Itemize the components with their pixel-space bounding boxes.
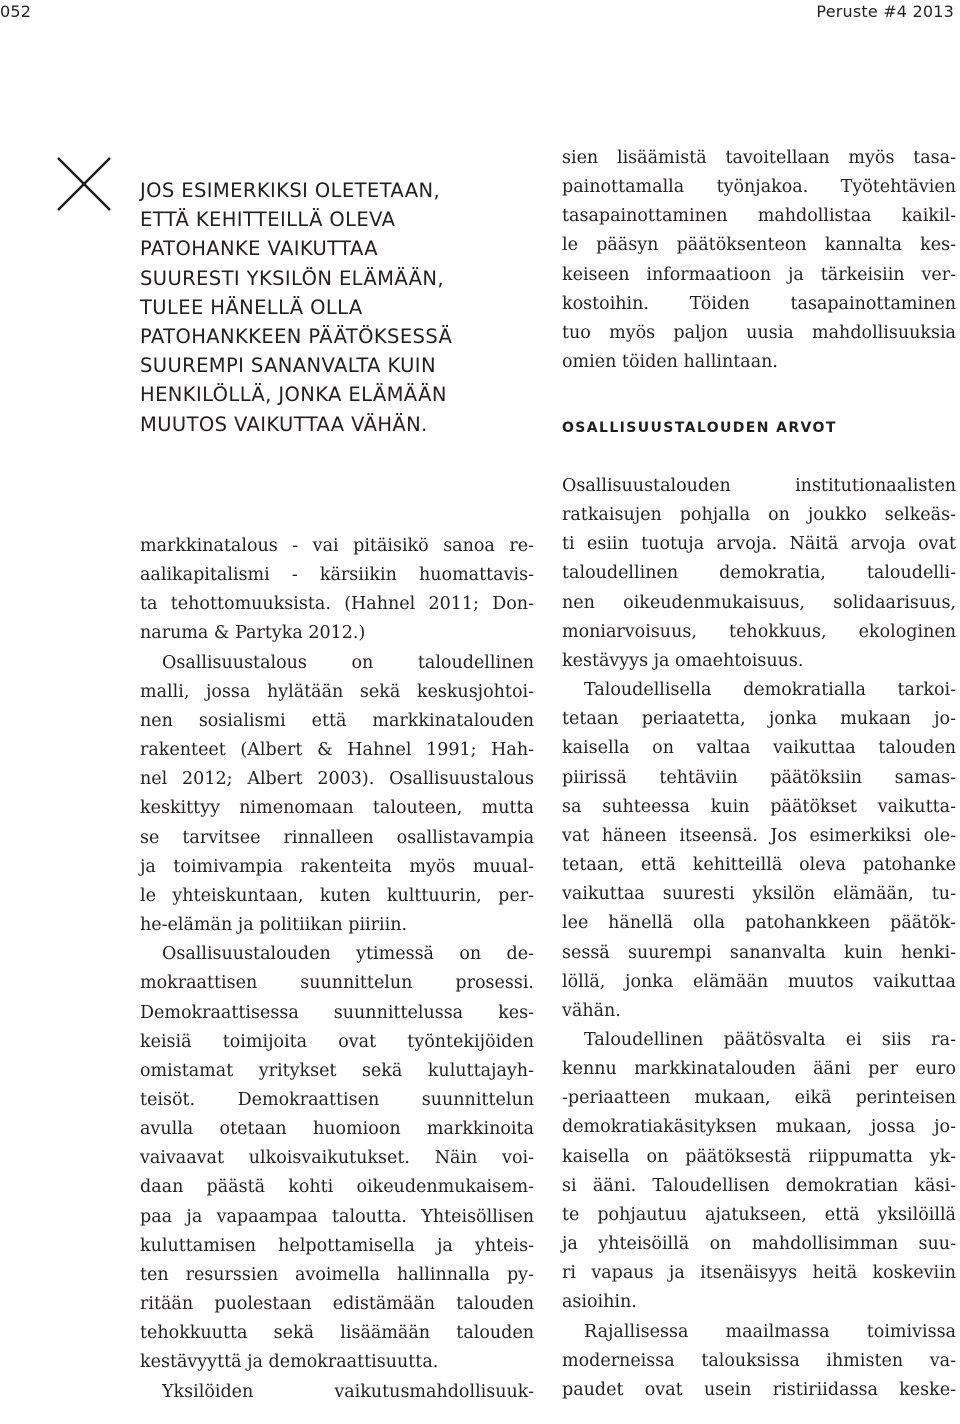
section-heading: OSALLISUUSTALOUDEN ARVOT [562, 420, 837, 436]
text-line: taloudellinen demokratia, taloudelli- [562, 563, 956, 584]
text-line: kostoihin. Töiden tasapainottaminen [562, 293, 956, 314]
left-text-column [140, 532, 534, 1407]
text-line: he-elämän ja politiikan piiriin. [140, 915, 408, 936]
text-line: paudet ovat usein ristiriidassa keske- [562, 1379, 956, 1400]
text-line: omien töiden hallintaan. [562, 352, 778, 373]
text-line: -periaatteen mukaan, eikä perinteisen [562, 1088, 956, 1109]
text-line: mokraattisen suunnittelun prosessi. [140, 973, 534, 994]
text-line: tehokkuutta sekä lisäämään talouden [140, 1323, 534, 1344]
right-text-column-bottom [562, 472, 956, 1405]
text-line: ja yhteisöillä on mahdollisimman suu- [562, 1234, 956, 1255]
text-line: Rajallisessa maailmassa toimivissa [584, 1321, 956, 1342]
text-line: ja toimivampia rakenteita myös muual- [140, 856, 534, 877]
text-line: nen oikeudenmukaisuus, solidaarisuus, [562, 592, 956, 613]
pull-quote-line: JOS ESIMERKIKSI OLETETAAN, [140, 179, 441, 202]
text-line: lee hänellä olla patohankkeen päätök- [562, 913, 956, 934]
pull-quote-line: HENKILÖLLÄ, JONKA ELÄMÄÄN [140, 383, 447, 407]
text-line: painottamalla työnjakoa. Työtehtävien [562, 177, 956, 198]
text-line: moniarvoisuus, tehokkuus, ekologinen [562, 621, 956, 642]
text-line: keisiä toimijoita ovat työntekijöiden [140, 1031, 534, 1052]
text-line: nen sosialismi että markkinatalouden [140, 710, 534, 731]
text-line: moderneissa talouksissa ihmisten va- [562, 1350, 956, 1371]
text-line: le yhteiskuntaan, kuten kulttuurin, per- [140, 885, 534, 906]
text-line: vaikuttaa suuresti yksilön elämään, tu- [562, 884, 956, 905]
text-line: ratkaisujen pohjalla on joukko selkeäs- [562, 505, 956, 526]
text-line: Osallisuustalouden ytimessä on de- [162, 944, 534, 965]
text-line: avulla otetaan huomioon markkinoita [140, 1119, 534, 1140]
text-line: kestävyyttä ja demokraattisuutta. [140, 1352, 439, 1373]
text-line: sien lisäämistä tavoitellaan myös tasa- [562, 148, 956, 168]
text-line: keiseen informaatioon ja tärkeisiin ver- [562, 264, 956, 285]
pull-quote-line: ETTÄ KEHITTEILLÄ OLEVA [140, 208, 396, 232]
text-line: sessä suurempi sananvalta kuin henki- [562, 942, 956, 963]
text-line: si ääni. Taloudellisen demokratian käsi- [562, 1175, 956, 1196]
page-number: 052 [0, 2, 32, 21]
text-line: kestävyys ja omaehtoisuus. [562, 650, 804, 671]
pull-quote-line: PATOHANKKEEN PÄÄTÖKSESSÄ [140, 325, 453, 349]
text-line: te pohjautuu ajatukseen, että yksilöillä [562, 1204, 956, 1225]
text-line: Osallisuustalouden institutionaalisten [562, 476, 956, 496]
text-line: ten resurssien avoimella hallinnalla py- [140, 1264, 534, 1285]
text-line: aalikapitalismi - kärsiikin huomattavis- [140, 565, 534, 586]
issue-label: Peruste #4 2013 [816, 2, 954, 21]
text-line: kaisella on päätöksestä riippumatta yk- [562, 1146, 956, 1167]
pull-quote-line: SUUREMPI SANANVALTA KUIN [140, 354, 436, 378]
text-line: Osallisuustalous on taloudellinen [162, 652, 534, 673]
pull-quote-line: PATOHANKE VAIKUTTAA [140, 237, 379, 261]
pull-quote-line: SUURESTI YKSILÖN ELÄMÄÄN, [140, 266, 444, 290]
text-line: ti esiin tuotuja arvoja. Näitä arvoja ovat [562, 534, 956, 555]
text-line: omistamat yritykset sekä kuluttajayh- [140, 1060, 534, 1081]
text-line: ri vapaus ja itsenäisyys heitä koskeviin [562, 1263, 956, 1284]
text-line: ta tehottomuuksista. (Hahnel 2011; Don- [140, 594, 534, 615]
x-mark-icon [56, 156, 112, 212]
text-line: teisöt. Demokraattisen suunnittelun [140, 1089, 534, 1110]
text-line: löllä, jonka elämään muutos vaikuttaa [562, 971, 956, 992]
text-line: kaisella on valtaa vaikuttaa talouden [562, 738, 956, 759]
text-line: Taloudellisella demokratialla tarkoi- [584, 680, 956, 701]
text-line: tetaan, että kehitteillä oleva patohanke [562, 855, 956, 876]
text-line: kennu markkinatalouden ääni per euro [562, 1059, 956, 1080]
text-line: Yksilöiden vaikutusmahdollisuuk- [162, 1381, 534, 1402]
text-line: paa ja vapaampaa taloutta. Yhteisöllisen [140, 1206, 534, 1227]
text-line: keskittyy nimenomaan talouteen, mutta [140, 798, 534, 819]
text-line: le pääsyn päätöksenteon kannalta kes- [562, 235, 956, 256]
text-line: Demokraattisessa suunnittelussa kes- [140, 1002, 534, 1023]
pull-quote-line: TULEE HÄNELLÄ OLLA [140, 295, 363, 319]
text-line: tuo myös paljon uusia mahdollisuuksia [562, 322, 956, 343]
text-line: tetaan periaatetta, jonka mukaan jo- [562, 709, 956, 730]
text-line: ritään puolestaan edistämään talouden [140, 1294, 534, 1315]
text-line: nel 2012; Albert 2003). Osallisuustalous [140, 769, 534, 790]
text-line: sa suhteessa kuin päätökset vaikutta- [562, 796, 956, 817]
right-text-column-top [562, 144, 956, 377]
pull-quote-line: MUUTOS VAIKUTTAA VÄHÄN. [140, 412, 428, 436]
text-line: rakenteet (Albert & Hahnel 1991; Hah- [140, 740, 534, 761]
text-line: vat häneen itseensä. Jos esimerkiksi ole- [562, 825, 956, 846]
text-line: naruma & Partyka 2012.) [140, 623, 366, 644]
text-line: markkinatalous - vai pitäisikö sanoa re- [140, 536, 534, 556]
text-line: kuluttamisen helpottamisella ja yhteis- [140, 1235, 534, 1256]
text-line: piirissä tehtäviin päätöksiin samas- [562, 767, 956, 788]
text-line: vähän. [562, 1000, 621, 1021]
text-line: vaivaavat ulkoisvaikutukset. Näin voi- [140, 1148, 534, 1169]
text-line: demokratiakäsityksen mukaan, jossa jo- [562, 1117, 956, 1138]
text-line: se tarvitsee rinnalleen osallistavampia [140, 827, 534, 848]
text-line: tasapainottaminen mahdollistaa kaikil- [562, 206, 956, 227]
text-line: daan päästä kohti oikeudenmukaisem- [140, 1177, 534, 1198]
pull-quote [140, 176, 540, 439]
text-line: malli, jossa hylätään sekä keskusjohtoi- [140, 681, 534, 702]
text-line: Taloudellinen päätösvalta ei siis ra- [584, 1029, 956, 1050]
text-line: asioihin. [562, 1292, 637, 1313]
